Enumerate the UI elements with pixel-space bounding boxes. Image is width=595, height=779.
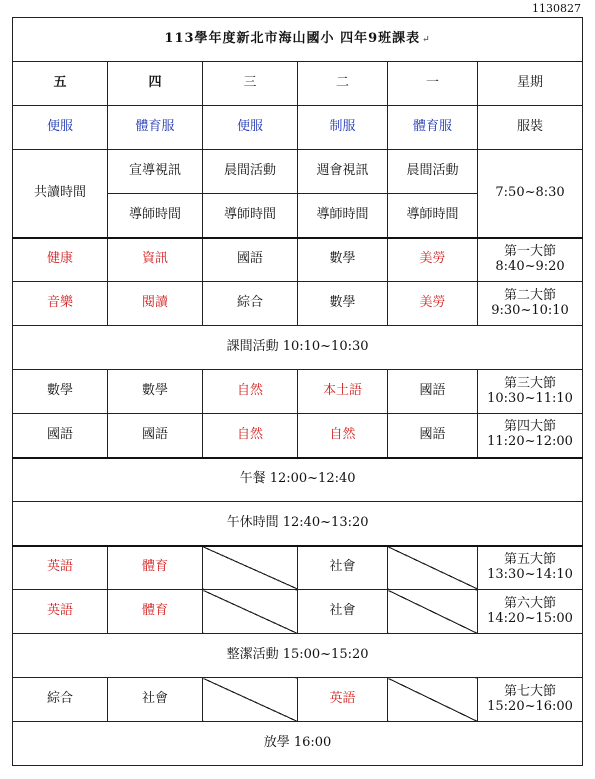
morning-lower-tue: 導師時間 <box>298 194 388 238</box>
p2-wed: 綜合 <box>203 282 298 326</box>
morning-lower-wed: 導師時間 <box>203 194 298 238</box>
p7-slot <box>478 678 583 722</box>
morning-fri: 共讀時間 <box>13 150 108 238</box>
p4-thu: 國語 <box>108 414 203 458</box>
morning-time: 7:50~8:30 <box>478 150 583 238</box>
p4-fri: 國語 <box>13 414 108 458</box>
p1-tue: 數學 <box>298 238 388 282</box>
document-code: 1130827 <box>532 2 581 15</box>
uniform-wed: 便服 <box>203 106 298 150</box>
morning-lower-mon: 導師時間 <box>388 194 478 238</box>
period-row-5 <box>13 546 583 590</box>
p1-time: 8:40~9:20 <box>495 258 565 274</box>
uniform-label: 服裝 <box>478 106 583 150</box>
p6-thu: 體育 <box>108 590 203 634</box>
timetable-title: 113學年度新北市海山國小 四年9班課表 ↵ <box>13 18 583 62</box>
morning-upper-thu: 宣導視訊 <box>108 150 203 194</box>
p2-fri: 音樂 <box>13 282 108 326</box>
p4-slot <box>478 414 583 458</box>
lunch-row <box>13 458 583 502</box>
period-row-7 <box>13 678 583 722</box>
uniform-fri: 便服 <box>13 106 108 150</box>
morning-row-upper <box>13 150 583 194</box>
morning-upper-mon: 晨間活動 <box>388 150 478 194</box>
p4-mon: 國語 <box>388 414 478 458</box>
p2-slot <box>478 282 583 326</box>
p6-slot <box>478 590 583 634</box>
p1-slot <box>478 238 583 282</box>
p1-mon: 美勞 <box>388 238 478 282</box>
uniform-tue: 制服 <box>298 106 388 150</box>
uniform-mon: 體育服 <box>388 106 478 150</box>
day-header-fri: 五 <box>13 62 108 106</box>
p2-mon: 美勞 <box>388 282 478 326</box>
dismiss-row <box>13 722 583 766</box>
p7-wed-empty <box>203 678 298 722</box>
timetable <box>12 17 583 766</box>
recess-break: 課間活動 10:10~10:30 <box>13 326 583 370</box>
p5-mon-empty <box>388 546 478 590</box>
p5-tue: 社會 <box>298 546 388 590</box>
p6-label: 第六大節 <box>504 595 557 611</box>
p5-slot <box>478 546 583 590</box>
period-row-4 <box>13 414 583 458</box>
p7-fri: 綜合 <box>13 678 108 722</box>
p2-time: 9:30~10:10 <box>491 302 569 318</box>
nap-break: 午休時間 12:40~13:20 <box>13 502 583 546</box>
morning-upper-wed: 晨間活動 <box>203 150 298 194</box>
p1-thu: 資訊 <box>108 238 203 282</box>
p6-time: 14:20~15:00 <box>487 610 573 626</box>
period-row-1 <box>13 238 583 282</box>
p2-thu: 閱讀 <box>108 282 203 326</box>
morning-lower-thu: 導師時間 <box>108 194 203 238</box>
period-row-2 <box>13 282 583 326</box>
p6-fri: 英語 <box>13 590 108 634</box>
period-row-6 <box>13 590 583 634</box>
p3-label: 第三大節 <box>504 375 557 391</box>
uniform-row <box>13 106 583 150</box>
p1-label: 第一大節 <box>504 243 557 259</box>
morning-upper-tue: 週會視訊 <box>298 150 388 194</box>
p3-slot <box>478 370 583 414</box>
p6-mon-empty <box>388 590 478 634</box>
day-header-thu: 四 <box>108 62 203 106</box>
p3-wed: 自然 <box>203 370 298 414</box>
uniform-thu: 體育服 <box>108 106 203 150</box>
p5-fri: 英語 <box>13 546 108 590</box>
p3-tue: 本土語 <box>298 370 388 414</box>
lunch-break: 午餐 12:00~12:40 <box>13 458 583 502</box>
p5-time: 13:30~14:10 <box>487 566 573 582</box>
cleaning-break: 整潔活動 15:00~15:20 <box>13 634 583 678</box>
p7-tue: 英語 <box>298 678 388 722</box>
p6-wed-empty <box>203 590 298 634</box>
p3-mon: 國語 <box>388 370 478 414</box>
nap-row <box>13 502 583 546</box>
p3-time: 10:30~11:10 <box>487 390 573 406</box>
p5-thu: 體育 <box>108 546 203 590</box>
p2-label: 第二大節 <box>504 287 557 303</box>
p4-label: 第四大節 <box>504 419 557 435</box>
recess-row <box>13 326 583 370</box>
p6-tue: 社會 <box>298 590 388 634</box>
p4-time: 11:20~12:00 <box>487 434 573 450</box>
p7-thu: 社會 <box>108 678 203 722</box>
day-header-row <box>13 62 583 106</box>
p5-wed-empty <box>203 546 298 590</box>
p5-label: 第五大節 <box>504 551 557 567</box>
p7-label: 第七大節 <box>504 683 557 699</box>
p3-thu: 數學 <box>108 370 203 414</box>
day-header-wed: 三 <box>203 62 298 106</box>
day-header-tue: 二 <box>298 62 388 106</box>
p7-mon-empty <box>388 678 478 722</box>
p1-fri: 健康 <box>13 238 108 282</box>
p4-tue: 自然 <box>298 414 388 458</box>
period-row-3 <box>13 370 583 414</box>
p1-wed: 國語 <box>203 238 298 282</box>
p7-time: 15:20~16:00 <box>487 698 573 714</box>
p2-tue: 數學 <box>298 282 388 326</box>
weekday-label: 星期 <box>478 62 583 106</box>
p3-fri: 數學 <box>13 370 108 414</box>
day-header-mon: 一 <box>388 62 478 106</box>
p4-wed: 自然 <box>203 414 298 458</box>
cleaning-row <box>13 634 583 678</box>
dismiss-break: 放學 16:00 <box>13 722 583 766</box>
